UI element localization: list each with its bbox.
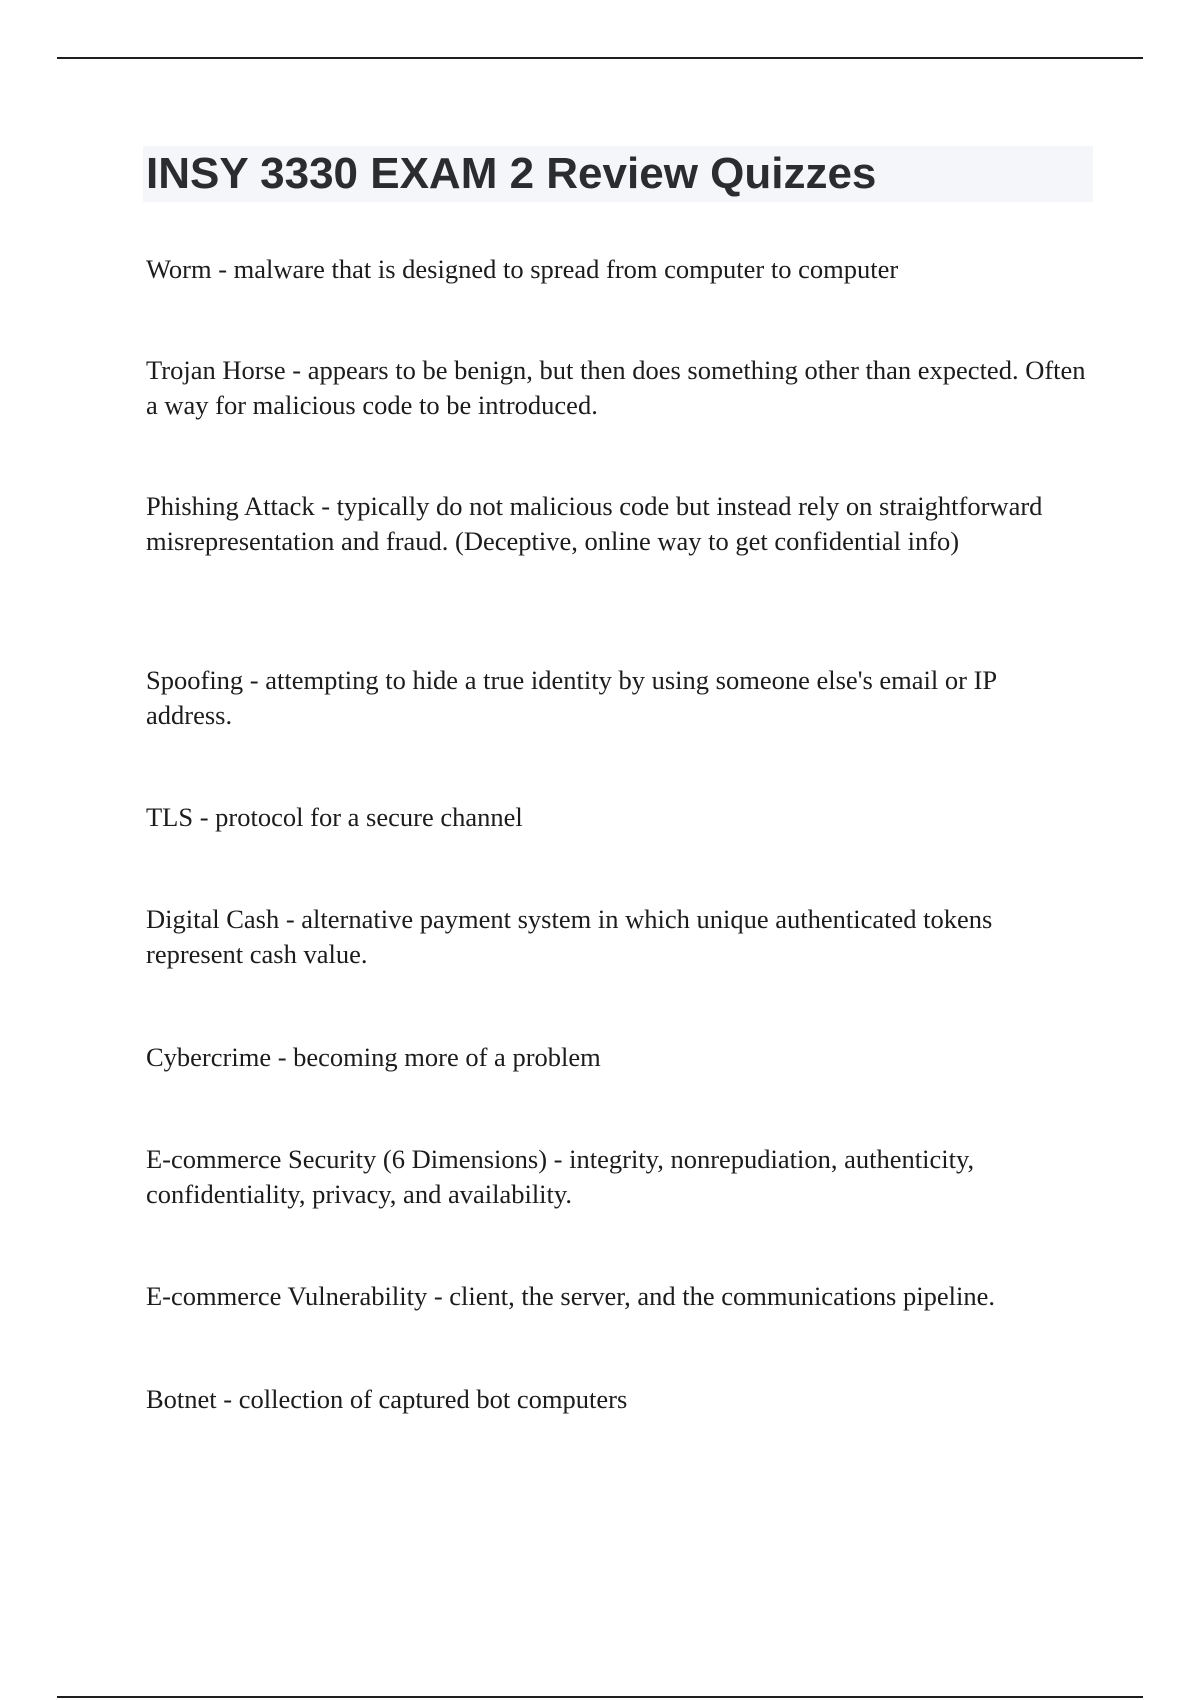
entry-spoofing: Spoofing - attempting to hide a true identity by using someone else's email or IP address.	[146, 665, 997, 730]
entry-cybercrime: Cybercrime - becoming more of a problem	[146, 1042, 601, 1072]
entry-botnet: Botnet - collection of captured bot computers	[146, 1384, 628, 1414]
entry-ecommerce-security: E-commerce Security (6 Dimensions) - integrity, nonrepudiation, authenticity, confidentiality, privacy, and availability.	[146, 1144, 975, 1209]
entry-tls: TLS - protocol for a secure channel	[146, 802, 523, 832]
entry-digital-cash: Digital Cash - alternative payment system in which unique authenticated tokens represent cash value.	[146, 904, 993, 969]
entry-ecommerce-vulnerability: E-commerce Vulnerability - client, the server, and the communications pipeline.	[146, 1281, 995, 1311]
entry-phishing-attack: Phishing Attack - typically do not malicious code but instead rely on straightforward misrepresentation and fraud. (Deceptive, online way to get confidential info)	[146, 491, 1043, 556]
entry-worm: Worm - malware that is designed to spread from computer to computer	[146, 254, 899, 284]
bottom-rule	[57, 1696, 1143, 1698]
page-title: INSY 3330 EXAM 2 Review Quizzes	[146, 149, 877, 198]
entry-trojan-horse: Trojan Horse - appears to be benign, but then does something other than expected. Often a way for malicious code to be introduced.	[146, 355, 1086, 420]
top-rule	[57, 57, 1143, 59]
